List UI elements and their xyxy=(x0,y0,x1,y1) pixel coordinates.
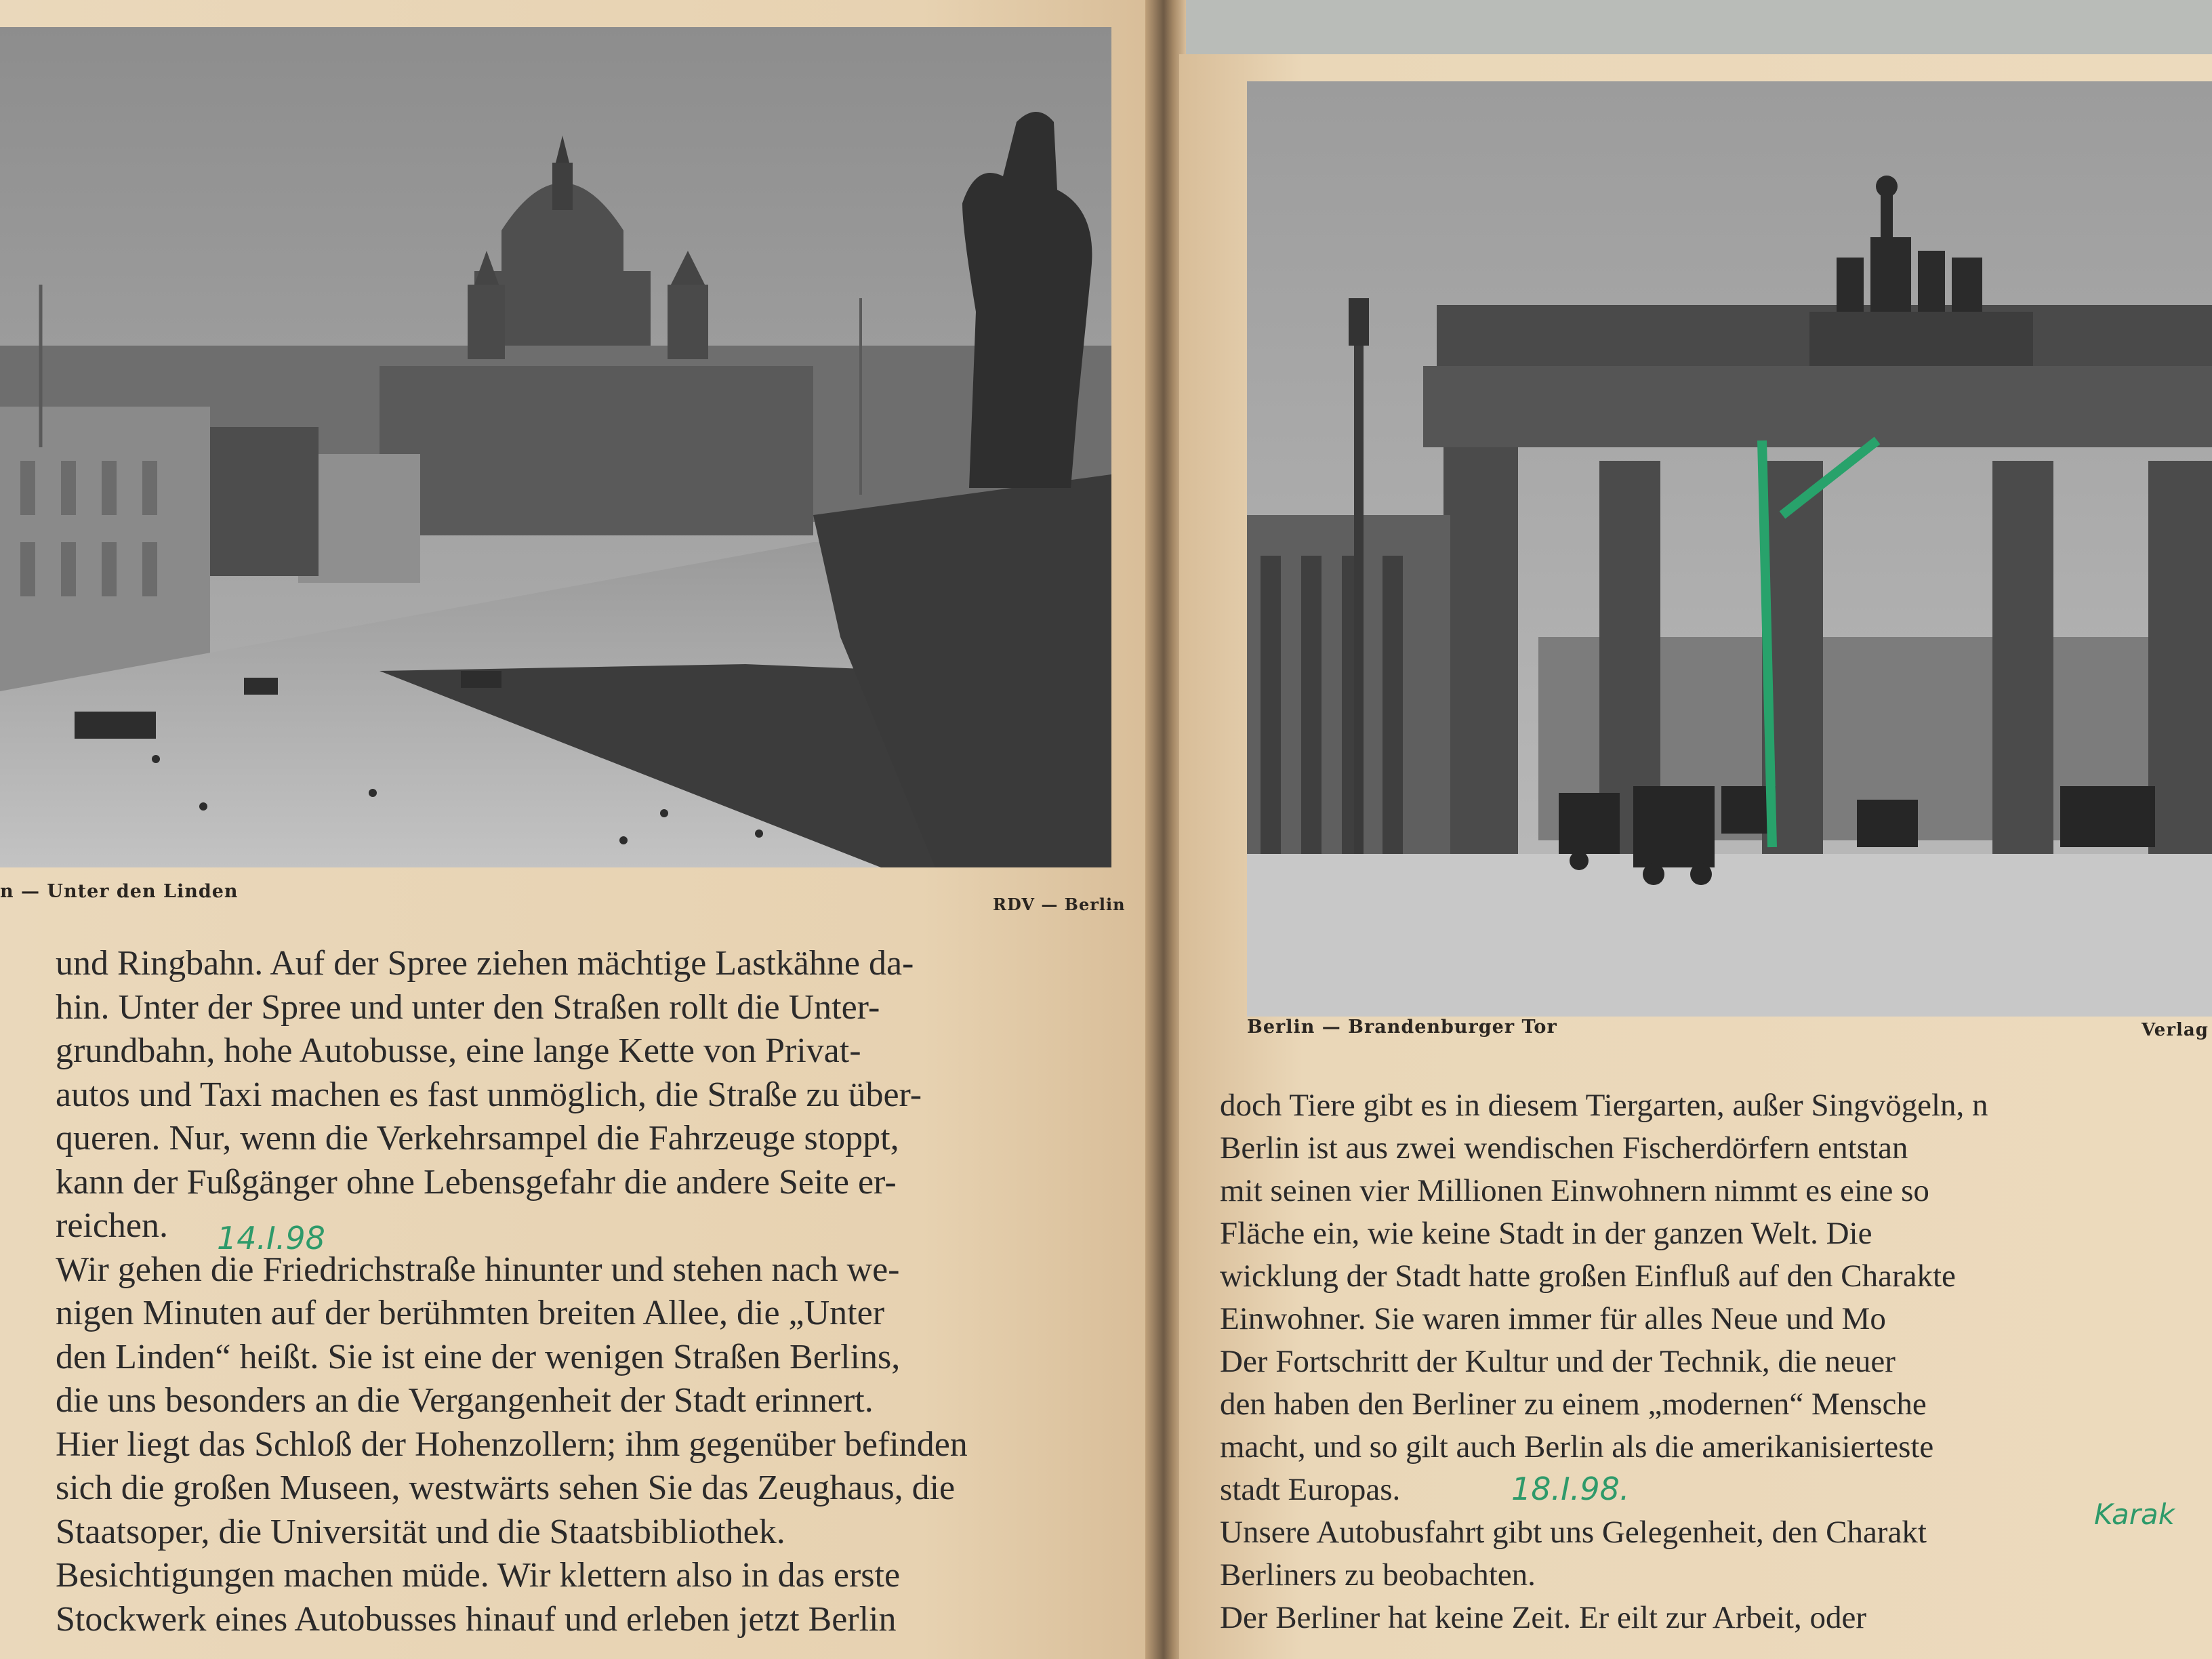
text-line: Berlin ist aus zwei wendischen Fischerdörfern entstan xyxy=(1220,1130,1908,1166)
text-line: den Linden“ heißt. Sie ist eine der wenigen Straßen Berlins, xyxy=(56,1337,901,1376)
photo-unter-den-linden-image xyxy=(0,27,1111,867)
text-line: Einwohner. Sie waren immer für alles Neue und Mo xyxy=(1220,1301,1886,1336)
handwritten-date-note: 18.I.98. xyxy=(1511,1471,1630,1507)
text-line: stadt Europas. xyxy=(1220,1472,1401,1507)
left-page-body-text xyxy=(56,942,1140,1641)
handwritten-margin-note: Karak xyxy=(2094,1498,2175,1531)
photo-caption-credit: Verlag xyxy=(2142,1020,2209,1040)
text-line: Unsere Autobusfahrt gibt uns Gelegenheit, den Charakt xyxy=(1220,1515,1927,1550)
text-line: Der Fortschritt der Kultur und der Technik, die neuer xyxy=(1220,1344,1896,1379)
text-line: Hier liegt das Schloß der Hohenzollern; ihm gegenüber befinden xyxy=(56,1425,968,1464)
photo-caption-credit: RDV — Berlin xyxy=(993,895,1126,914)
right-page-body-text xyxy=(1220,1084,2209,1639)
photo-brandenburger-tor xyxy=(1247,81,2212,1017)
text-line: den haben den Berliner zu einem „modernen“ Mensche xyxy=(1220,1387,1927,1422)
text-line: Wir gehen die Friedrichstraße hinunter und stehen nach we- xyxy=(56,1250,900,1289)
right-page xyxy=(1179,54,2212,1659)
photo-brandenburger-tor-image xyxy=(1247,81,2212,1017)
text-line: autos und Taxi machen es fast unmöglich, die Straße zu über- xyxy=(56,1075,922,1114)
text-line: macht, und so gilt auch Berlin als die amerikanisierteste xyxy=(1220,1429,1934,1465)
text-line: reichen. xyxy=(56,1206,169,1245)
text-line: mit seinen vier Millionen Einwohnern nimmt es eine so xyxy=(1220,1173,1929,1208)
text-line: und Ringbahn. Auf der Spree ziehen mächtige Lastkähne da- xyxy=(56,944,914,983)
text-line: Staatsoper, die Universität und die Staatsbibliothek. xyxy=(56,1512,785,1551)
text-line: hin. Unter der Spree und unter den Straßen rollt die Unter- xyxy=(56,987,880,1027)
text-line: doch Tiere gibt es in diesem Tiergarten, außer Singvögeln, n xyxy=(1220,1088,1988,1123)
text-line: nigen Minuten auf der berühmten breiten Allee, die „Unter xyxy=(56,1294,885,1332)
photo-unter-den-linden xyxy=(0,27,1111,867)
text-line: sich die großen Museen, westwärts sehen Sie das Zeughaus, die xyxy=(56,1469,956,1507)
text-line: Der Berliner hat keine Zeit. Er eilt zur Arbeit, oder xyxy=(1220,1600,1866,1635)
text-line: Stockwerk eines Autobusses hinauf und erleben jetzt Berlin xyxy=(56,1599,897,1639)
text-line: die uns besonders an die Vergangenheit der Stadt erinnert. xyxy=(56,1381,874,1420)
photo-caption-location: Berlin — Brandenburger Tor xyxy=(1247,1017,1557,1038)
text-line: queren. Nur, wenn die Verkehrsampel die Fahrzeuge stoppt, xyxy=(56,1119,899,1158)
handwritten-date-note: 14.I.98 xyxy=(217,1220,325,1256)
text-line: Besichtigungen machen müde. Wir klettern also in das erste xyxy=(56,1556,901,1595)
text-line: Berliners zu beobachten. xyxy=(1220,1557,1536,1593)
text-line: grundbahn, hohe Autobusse, eine lange Kette von Privat- xyxy=(56,1031,861,1070)
text-line: kann der Fußgänger ohne Lebensgefahr die andere Seite er- xyxy=(56,1162,897,1202)
text-line: Fläche ein, wie keine Stadt in der ganzen Welt. Die xyxy=(1220,1216,1872,1251)
text-line: wicklung der Stadt hatte großen Einfluß auf den Charakte xyxy=(1220,1258,1956,1294)
photo-caption-location: n — Unter den Linden xyxy=(0,881,239,902)
